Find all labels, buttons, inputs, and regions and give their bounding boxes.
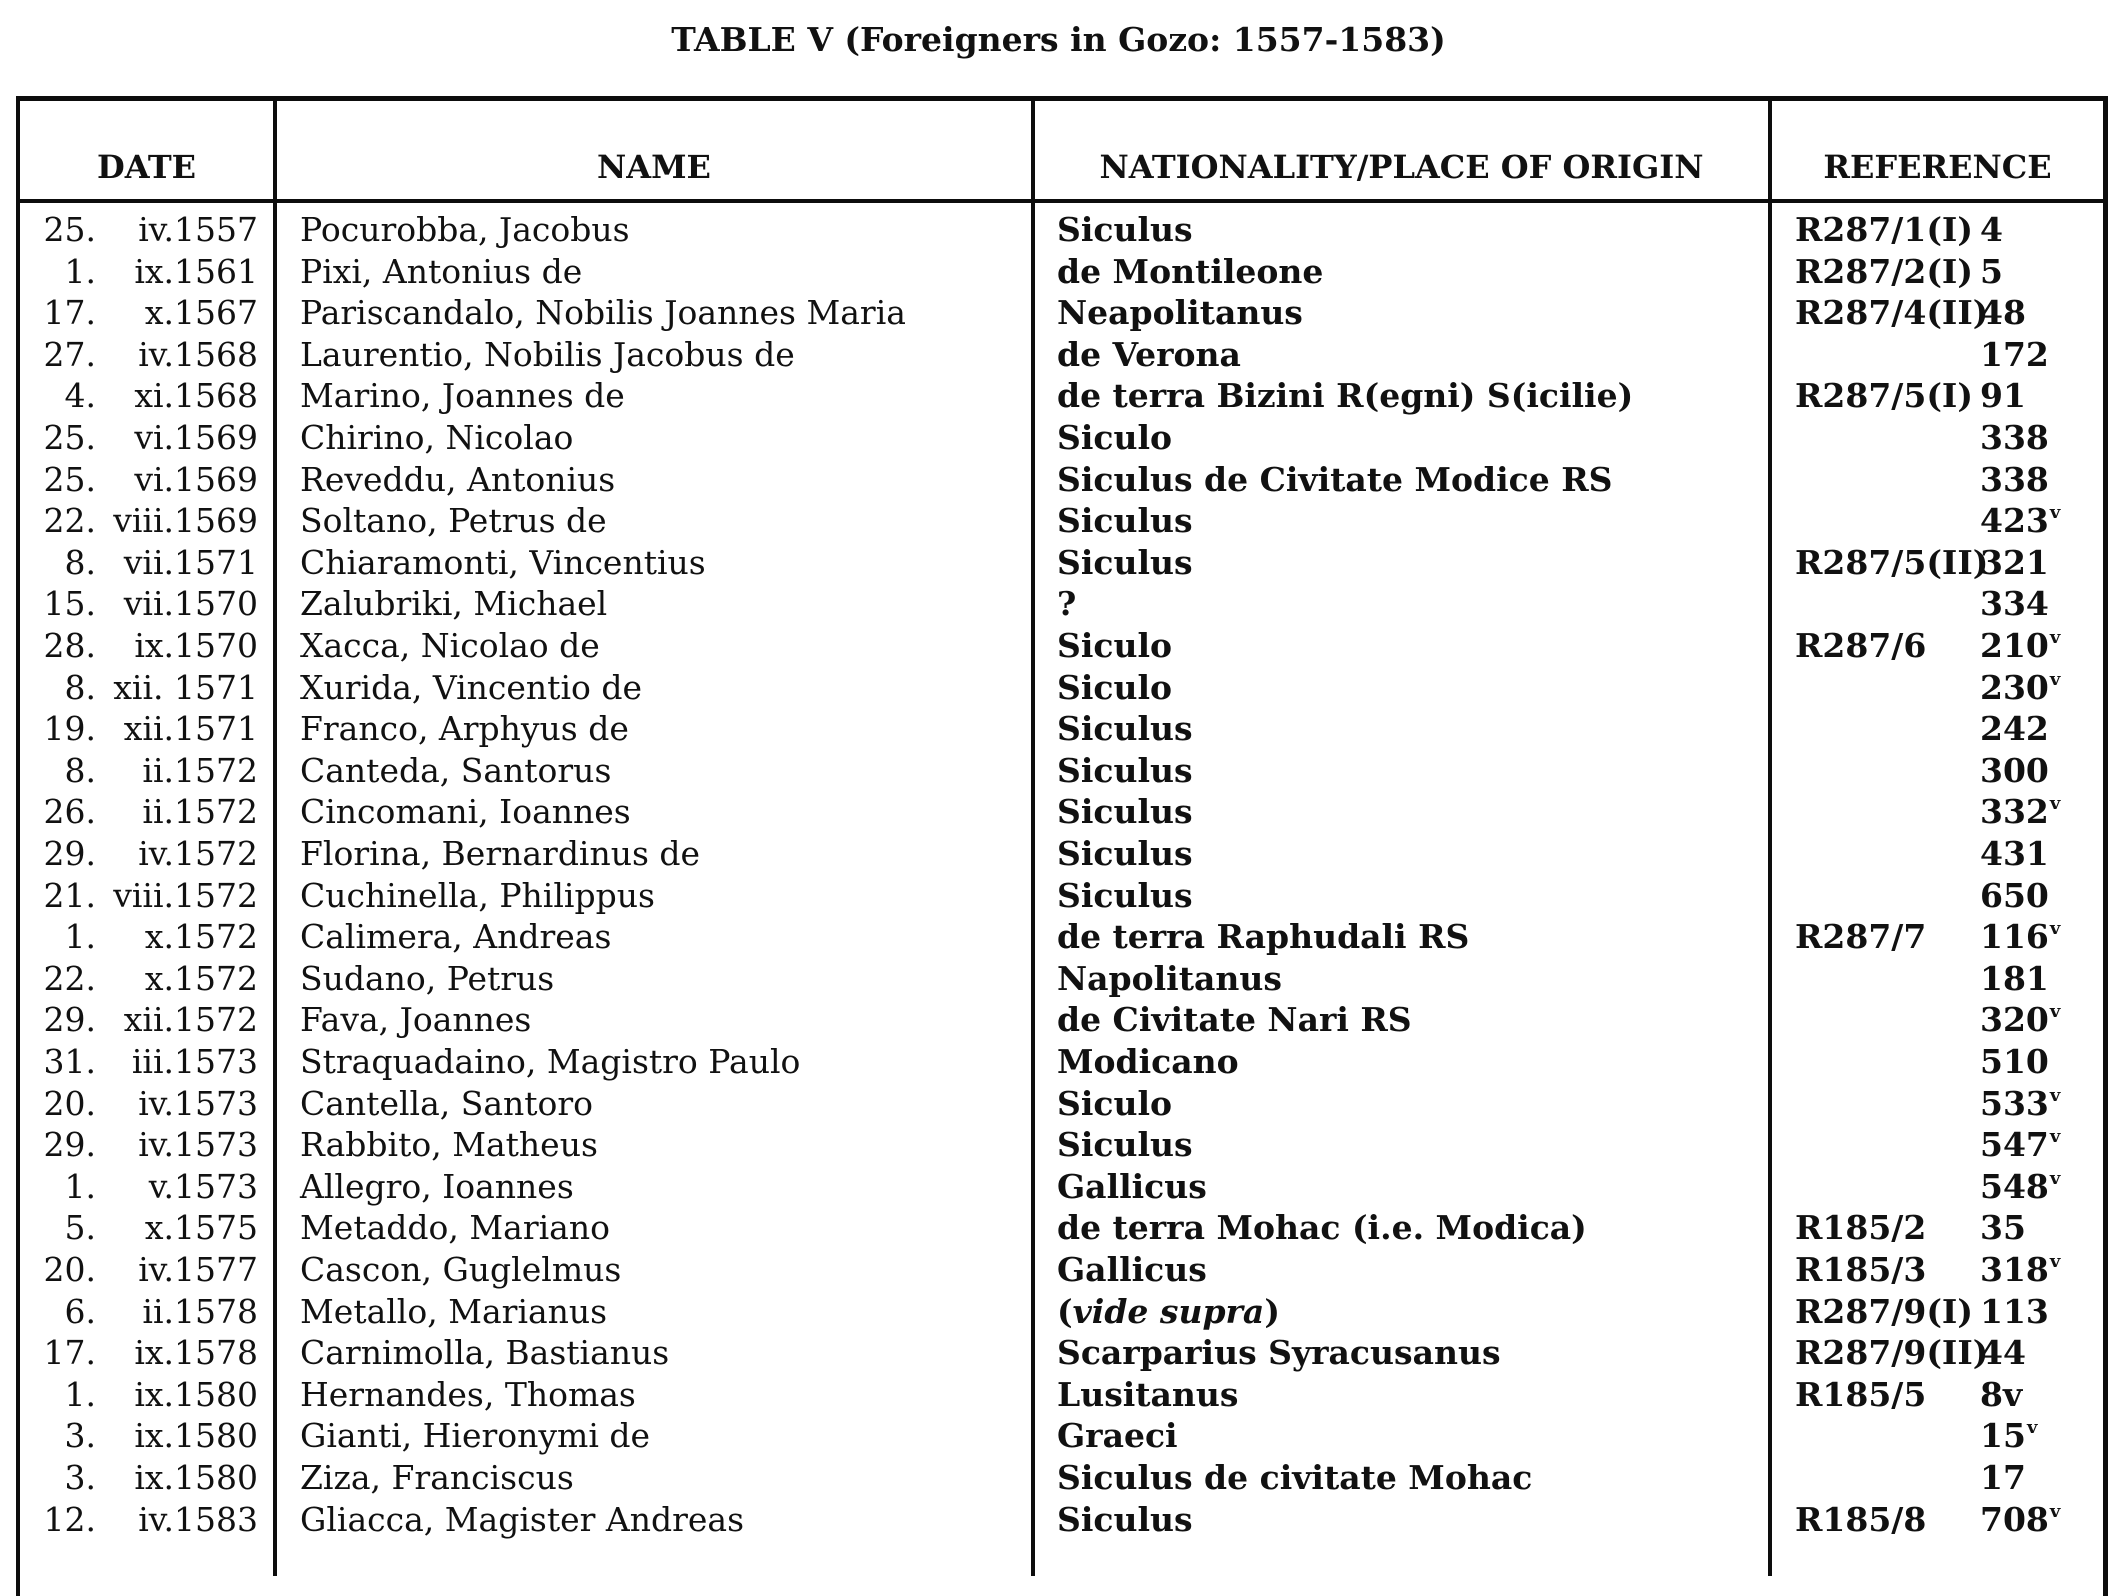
table-row [0, 1124, 2117, 1166]
date-day: 31. [43, 1042, 96, 1081]
table-row [0, 334, 2117, 376]
reference-folio [1980, 1332, 2027, 1374]
table-title: TABLE V (Foreigners in Gozo: 1557-1583) [671, 20, 1446, 59]
verso-marker: v [2049, 1167, 2061, 1189]
verso-marker: v [2049, 1001, 2061, 1023]
date-day: 5. [64, 1208, 96, 1248]
folio-number: 116 [1980, 917, 2049, 957]
origin: Siculus [1057, 792, 1193, 832]
date-month-year: ix.1580 [134, 1416, 258, 1456]
table-row [0, 1415, 2117, 1457]
folio-number: 334 [1980, 584, 2049, 624]
origin: Siculus [1057, 834, 1193, 873]
folio-number: 35 [1980, 1208, 2026, 1248]
date-day: 6. [64, 1291, 96, 1331]
person-name: Laurentio, Nobilis Jacobus de [300, 334, 795, 374]
person-name: Zalubriki, Michael [300, 584, 608, 624]
date-month-year: x.1567 [144, 293, 258, 333]
date-day: 12. [43, 1499, 96, 1539]
origin: Graeci [1057, 1416, 1178, 1456]
date-month-year: iv.1583 [138, 1499, 258, 1539]
date-month-year: xi.1568 [134, 376, 258, 416]
reference-volume: R287/7 [1795, 917, 1927, 957]
date-month-year: iv.1572 [138, 834, 258, 873]
reference-folio [1980, 251, 2004, 293]
reference-folio [1980, 542, 2050, 584]
reference-folio [1980, 459, 2050, 501]
folio-number: 547 [1980, 1125, 2049, 1165]
folio-number: 332 [1980, 792, 2049, 832]
origin: Siculo [1057, 418, 1173, 457]
origin: Siculus [1057, 750, 1193, 790]
date-day: 21. [43, 875, 96, 915]
table-row [0, 667, 2117, 709]
folio-number: 650 [1980, 875, 2049, 915]
date-month-year: iii.1573 [131, 1042, 258, 1081]
table-row [0, 1041, 2117, 1083]
person-name: Hernandes, Thomas [300, 1374, 636, 1414]
table-row [0, 1332, 2117, 1374]
date-month-year: vi.1569 [134, 418, 258, 457]
reference-folio [1980, 375, 2027, 417]
reference-volume: R287/6 [1795, 626, 1927, 665]
table-row [0, 500, 2117, 542]
person-name: Pocurobba, Jacobus [300, 210, 630, 249]
reference-folio [1980, 750, 2050, 792]
date-day: 28. [43, 626, 96, 665]
reference-folio [1980, 1124, 2060, 1166]
folio-number: 320 [1980, 1000, 2049, 1040]
date-day: 22. [43, 958, 96, 998]
table-row [0, 1374, 2117, 1416]
folio-number: 17 [1980, 1458, 2026, 1497]
origin: de terra Mohac (i.e. Modica) [1057, 1208, 1587, 1248]
person-name: Cincomani, Ioannes [300, 792, 631, 832]
date-day: 25. [43, 418, 96, 457]
date-month-year: x.1575 [144, 1208, 258, 1248]
date-month-year: iv.1557 [138, 210, 258, 249]
date-month-year: vi.1569 [134, 459, 258, 499]
date-month-year: ix.1580 [134, 1458, 258, 1497]
reference-volume: R287/5(II) [1795, 542, 1989, 582]
date-day: 20. [43, 1083, 96, 1123]
date-day: 8. [64, 542, 96, 582]
table-row [0, 750, 2117, 792]
table-row [0, 459, 2117, 501]
date-day: 17. [43, 1333, 96, 1373]
origin: Gallicus [1057, 1250, 1207, 1289]
reference-volume: R185/5 [1795, 1374, 1927, 1414]
date-day: 29. [43, 1125, 96, 1165]
date-month-year: iv.1568 [138, 334, 258, 374]
verso-marker: v [2049, 1126, 2061, 1148]
origin: Siculus de civitate Mohac [1057, 1458, 1533, 1497]
table-row [0, 1457, 2117, 1499]
person-name: Pariscandalo, Nobilis Joannes Maria [300, 293, 906, 333]
person-name: Straquadaino, Magistro Paulo [300, 1042, 801, 1081]
table-row [0, 916, 2117, 958]
reference-folio [1980, 209, 2004, 251]
reference-folio [1980, 334, 2050, 376]
folio-number: 321 [1980, 542, 2049, 582]
verso-marker: v [2049, 1084, 2061, 1106]
table-row [0, 583, 2117, 625]
date-day: 27. [43, 334, 96, 374]
reference-folio [1980, 583, 2050, 625]
origin: ? [1057, 584, 1077, 624]
date-month-year: ix.1578 [134, 1333, 258, 1373]
date-day: 1. [64, 1374, 96, 1414]
table-row [0, 1083, 2117, 1125]
table-row [0, 1166, 2117, 1208]
person-name: Calimera, Andreas [300, 917, 612, 957]
person-name: Pixi, Antonius de [300, 251, 583, 291]
date-day: 17. [43, 293, 96, 333]
reference-folio [1980, 916, 2060, 958]
date-day: 8. [64, 667, 96, 707]
table-row [0, 209, 2117, 251]
reference-folio [1980, 292, 2027, 334]
table-row [0, 251, 2117, 293]
origin: Siculus [1057, 542, 1193, 582]
origin: Modicano [1057, 1042, 1239, 1081]
folio-number: 338 [1980, 459, 2049, 499]
table-row [0, 1291, 2117, 1333]
person-name: Gianti, Hieronymi de [300, 1416, 651, 1456]
folio-number: 338 [1980, 418, 2049, 457]
folio-number: 210 [1980, 626, 2049, 665]
origin: Siculo [1057, 667, 1173, 707]
reference-folio [1980, 625, 2060, 667]
folio-number: 423 [1980, 501, 2049, 541]
origin: Napolitanus [1057, 958, 1282, 998]
origin: Neapolitanus [1057, 293, 1303, 333]
folio-number: 172 [1980, 334, 2049, 374]
folio-number: 5 [1980, 251, 2003, 291]
reference-folio [1980, 1499, 2060, 1541]
folio-number: 533 [1980, 1083, 2049, 1123]
reference-folio [1980, 1291, 2050, 1333]
date-month-year: ii.1572 [142, 792, 258, 832]
date-month-year: vii.1571 [123, 542, 258, 582]
verso-marker: v [2049, 793, 2061, 815]
reference-folio [1980, 958, 2050, 1000]
person-name: Reveddu, Antonius [300, 459, 616, 499]
reference-volume: R287/9(I) [1795, 1291, 1973, 1331]
reference-folio [1980, 1374, 2023, 1416]
table-row [0, 292, 2117, 334]
origin: Siculus [1057, 1499, 1193, 1539]
date-day: 22. [43, 501, 96, 541]
person-name: Carnimolla, Bastianus [300, 1333, 670, 1373]
table-row [0, 833, 2117, 875]
folio-number: 242 [1980, 709, 2049, 749]
verso-marker: v [2049, 668, 2061, 690]
person-name: Marino, Joannes de [300, 376, 625, 416]
date-day: 25. [43, 210, 96, 249]
origin: Siculo [1057, 1083, 1173, 1123]
reference-folio [1980, 500, 2060, 542]
origin: Siculus [1057, 210, 1193, 249]
column-header-name: NAME [597, 148, 711, 186]
person-name: Cascon, Guglelmus [300, 1250, 622, 1289]
date-day: 8. [64, 750, 96, 790]
origin: Siculus [1057, 875, 1193, 915]
reference-folio [1980, 708, 2050, 750]
folio-number: 300 [1980, 750, 2049, 790]
folio-number: 548 [1980, 1166, 2049, 1206]
reference-folio [1980, 1415, 2037, 1457]
origin [1057, 1291, 1280, 1333]
date-month-year: x.1572 [144, 958, 258, 998]
header-divider [16, 199, 2108, 203]
folio-number: 8v [1980, 1374, 2023, 1414]
date-month-year: iv.1573 [138, 1083, 258, 1123]
person-name: Ziza, Franciscus [300, 1458, 574, 1497]
date-month-year: viii.1572 [113, 875, 258, 915]
date-day: 29. [43, 834, 96, 873]
date-month-year: ii.1572 [142, 750, 258, 790]
person-name: Gliacca, Magister Andreas [300, 1499, 745, 1539]
table-row [0, 1249, 2117, 1291]
reference-folio [1980, 999, 2060, 1041]
reference-folio [1980, 667, 2060, 709]
origin: de Verona [1057, 334, 1241, 374]
person-name: Metaddo, Mariano [300, 1208, 610, 1248]
origin: Siculus [1057, 1125, 1193, 1165]
person-name: Canteda, Santorus [300, 750, 612, 790]
folio-number: 318 [1980, 1250, 2049, 1289]
origin: de terra Bizini R(egni) S(icilie) [1057, 376, 1634, 416]
date-month-year: xii.1571 [123, 709, 258, 749]
origin: Siculus [1057, 501, 1193, 541]
verso-marker: v [2049, 1500, 2061, 1522]
reference-volume: R287/5(I) [1795, 376, 1973, 416]
date-month-year: ii.1578 [142, 1291, 258, 1331]
reference-folio [1980, 833, 2050, 875]
date-month-year: xii.1572 [123, 1000, 258, 1040]
folio-number: 48 [1980, 293, 2026, 333]
origin: Gallicus [1057, 1166, 1207, 1206]
person-name: Allegro, Ioannes [300, 1166, 574, 1206]
date-day: 4. [64, 376, 96, 416]
date-day: 19. [43, 709, 96, 749]
folio-number: 510 [1980, 1042, 2049, 1081]
origin: Scarparius Syracusanus [1057, 1333, 1501, 1373]
reference-folio [1980, 417, 2050, 459]
origin: Lusitanus [1057, 1374, 1239, 1414]
person-name: Cantella, Santoro [300, 1083, 594, 1123]
reference-folio [1980, 875, 2050, 917]
person-name: Metallo, Marianus [300, 1291, 608, 1331]
date-month-year: iv.1577 [138, 1250, 258, 1289]
person-name: Franco, Arphyus de [300, 709, 629, 749]
folio-number: 113 [1980, 1291, 2049, 1331]
verso-marker: v [2026, 1417, 2038, 1439]
reference-folio [1980, 791, 2060, 833]
person-name: Chiaramonti, Vincentius [300, 542, 706, 582]
origin: de Montileone [1057, 251, 1324, 291]
table-row [0, 999, 2117, 1041]
column-header-reference: REFERENCE [1823, 148, 2052, 186]
date-day: 20. [43, 1250, 96, 1289]
table-row [0, 958, 2117, 1000]
person-name: Florina, Bernardinus de [300, 834, 701, 873]
origin: de terra Raphudali RS [1057, 917, 1470, 957]
origin-italic-text: vide supra [1072, 1291, 1265, 1331]
reference-folio [1980, 1249, 2060, 1291]
person-name: Soltano, Petrus de [300, 501, 607, 541]
origin: Siculus [1057, 709, 1193, 749]
origin-paren-open: ( [1057, 1291, 1073, 1331]
date-day: 1. [64, 1166, 96, 1206]
date-month-year: xii. 1571 [113, 667, 258, 707]
folio-number: 431 [1980, 834, 2049, 873]
reference-volume: R287/1(I) [1795, 210, 1973, 249]
origin: Siculus de Civitate Modice RS [1057, 459, 1613, 499]
date-day: 3. [64, 1416, 96, 1456]
folio-number: 4 [1980, 210, 2003, 249]
table-row [0, 875, 2117, 917]
table-row [0, 625, 2117, 667]
verso-marker: v [2049, 627, 2061, 648]
reference-volume: R185/3 [1795, 1250, 1927, 1289]
verso-marker: v [2049, 918, 2061, 940]
table-row [0, 1207, 2117, 1249]
person-name: Xurida, Vincentio de [300, 667, 643, 707]
date-day: 1. [64, 917, 96, 957]
folio-number: 230 [1980, 667, 2049, 707]
table-row [0, 791, 2117, 833]
date-day: 15. [43, 584, 96, 624]
origin-paren-close: ) [1264, 1291, 1280, 1331]
date-day: 25. [43, 459, 96, 499]
date-month-year: viii.1569 [113, 501, 258, 541]
table-row [0, 708, 2117, 750]
origin: de Civitate Nari RS [1057, 1000, 1412, 1040]
folio-number: 91 [1980, 376, 2026, 416]
reference-volume: R287/2(I) [1795, 251, 1973, 291]
reference-volume: R287/4(II) [1795, 293, 1989, 333]
date-month-year: ix.1580 [134, 1374, 258, 1414]
reference-volume: R185/8 [1795, 1499, 1927, 1539]
reference-volume: R185/2 [1795, 1208, 1927, 1248]
verso-marker: v [2049, 502, 2061, 524]
reference-folio [1980, 1083, 2060, 1125]
date-month-year: v.1573 [148, 1166, 258, 1206]
date-month-year: iv.1573 [138, 1125, 258, 1165]
table-row [0, 375, 2117, 417]
reference-volume: R287/9(II) [1795, 1333, 1989, 1373]
folio-number: 181 [1980, 958, 2049, 998]
person-name: Sudano, Petrus [300, 958, 555, 998]
column-header-date: DATE [96, 148, 197, 186]
folio-number: 15 [1980, 1416, 2026, 1456]
origin: Siculo [1057, 626, 1173, 665]
person-name: Fava, Joannes [300, 1000, 532, 1040]
column-header-origin: NATIONALITY/PLACE OF ORIGIN [1099, 148, 1704, 186]
date-day: 29. [43, 1000, 96, 1040]
folio-number: 44 [1980, 1333, 2026, 1373]
reference-folio [1980, 1041, 2050, 1083]
date-month-year: x.1572 [144, 917, 258, 957]
person-name: Cuchinella, Philippus [300, 875, 655, 915]
date-month-year: ix.1570 [134, 626, 258, 665]
date-day: 3. [64, 1458, 96, 1497]
person-name: Xacca, Nicolao de [300, 626, 600, 665]
table-row [0, 417, 2117, 459]
table-row [0, 1499, 2117, 1541]
verso-marker: v [2049, 1251, 2061, 1272]
person-name: Rabbito, Matheus [300, 1125, 598, 1165]
date-month-year: vii.1570 [123, 584, 258, 624]
folio-number: 708 [1980, 1499, 2049, 1539]
reference-folio [1980, 1207, 2027, 1249]
date-day: 26. [43, 792, 96, 832]
date-month-year: ix.1561 [134, 251, 258, 291]
reference-folio [1980, 1457, 2027, 1499]
person-name: Chirino, Nicolao [300, 418, 574, 457]
date-day: 1. [64, 251, 96, 291]
reference-folio [1980, 1166, 2060, 1208]
table-row [0, 542, 2117, 584]
